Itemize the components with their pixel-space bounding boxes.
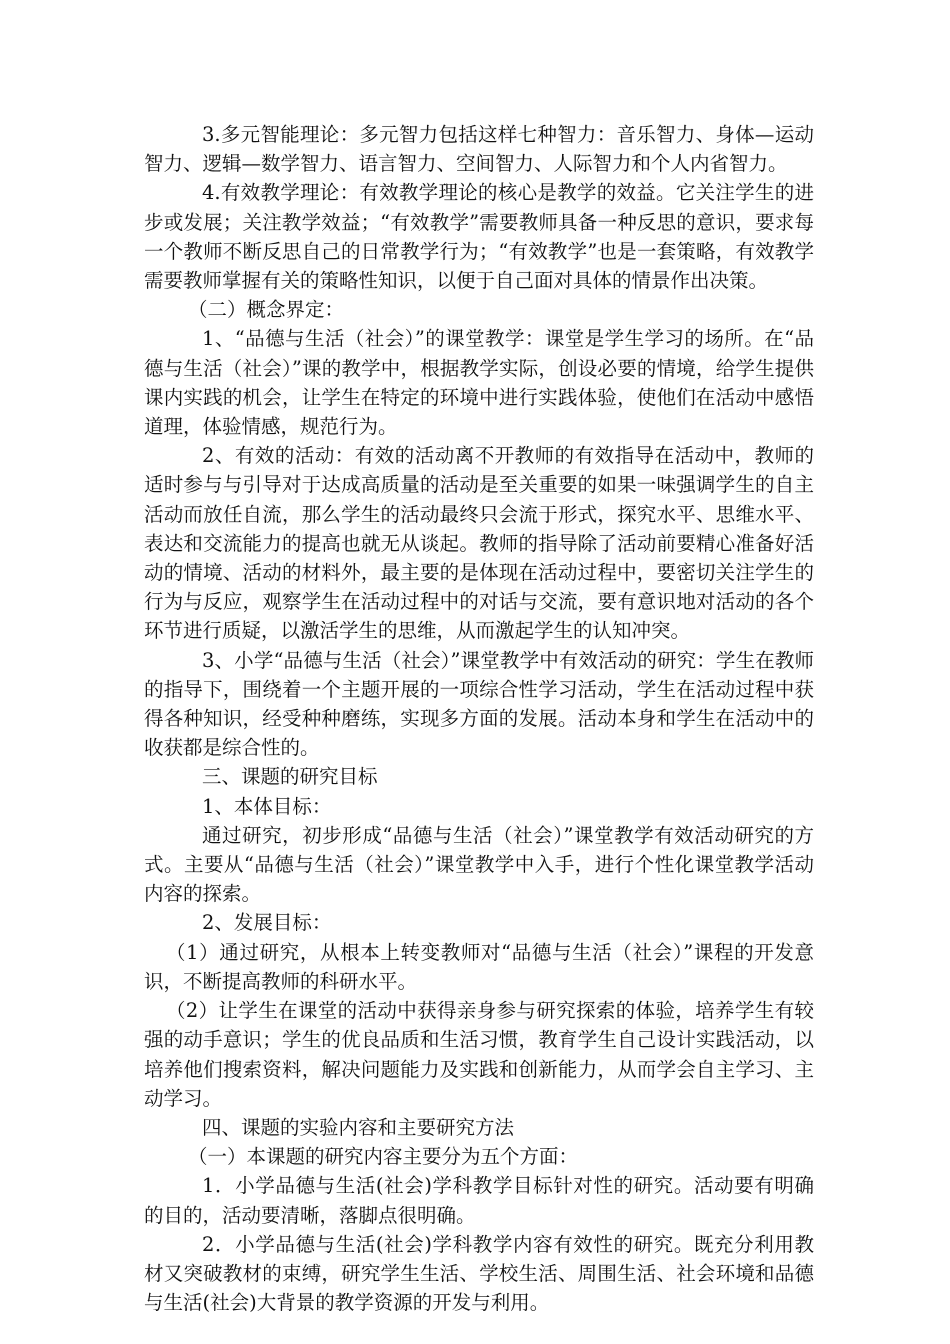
section-heading: 四、课题的实验内容和主要研究方法: [202, 1115, 515, 1139]
subsection-heading: （一）本课题的研究内容主要分为五个方面：: [188, 1145, 579, 1169]
paragraph: 3.多元智能理论：多元智力包括这样七种智力：音乐智力、身体—运动智力、逻辑—数学智力、语言智力、空间智力、人际智力和个人内省智力。: [144, 123, 814, 176]
document-body: [144, 120, 814, 1317]
list-item: （1）通过研究，从根本上转变教师对“品德与生活（社会）”课程的开发意识，不断提高教师的科研水平。: [144, 940, 814, 993]
section-heading: 三、课题的研究目标: [202, 765, 378, 789]
paragraph: 1、“品德与生活（社会）”的课堂教学：课堂是学生学习的场所。在“品德与生活（社会）”课的教学中，根据教学实际，创设必要的情境，给学生提供课内实践的机会，让学生在特定的环境中进行实践体验，使他们在活动中感悟道理，体验情感，规范行为。: [144, 327, 814, 439]
section-heading: （二）概念界定：: [188, 298, 345, 322]
list-item: （2）让学生在课堂的活动中获得亲身参与研究探索的体验，培养学生有较强的动手意识；学生的优良品质和生活习惯，教育学生自己设计实践活动，以培养他们搜索资料，解决问题能力及实践和创新能力，从而学会自主学习、主动学习。: [144, 999, 814, 1110]
subsection-heading: 1、本体目标：: [202, 794, 332, 818]
paragraph: 3、小学“品德与生活（社会）”课堂教学中有效活动的研究：学生在教师的指导下，围绕着一个主题开展的一项综合性学习活动，学生在活动过程中获得各种知识，经受种种磨练，实现多方面的发展。活动本身和学生在活动中的收获都是综合性的。: [144, 648, 814, 760]
paragraph: 2、有效的活动：有效的活动离不开教师的有效指导在活动中，教师的适时参与与引导对于达成高质量的活动是至关重要的如果一味强调学生的自主活动而放任自流，那么学生的活动最终只会流于形式，探究水平、思维水平、表达和交流能力的提高也就无从谈起。教师的指导除了活动前要精心准备好活动的情境、活动的材料外，最主要的是体现在活动过程中，要密切关注学生的行为与反应，观察学生在活动过程中的对话与交流，要有意识地对活动的各个环节进行质疑，以激活学生的思维，从而激起学生的认知冲突。: [144, 444, 814, 643]
list-item: 1．小学品德与生活(社会)学科教学目标针对性的研究。活动要有明确的目的，活动要清晰，落脚点很明确。: [144, 1174, 814, 1227]
subsection-heading: 2、发展目标：: [202, 911, 332, 935]
paragraph: 4.有效教学理论：有效教学理论的核心是教学的效益。它关注学生的进步或发展；关注教学效益；“有效教学”需要教师具备一种反思的意识，要求每一个教师不断反思自己的日常教学行为；“有效教学”也是一套策略，有效教学需要教师掌握有关的策略性知识，以便于自己面对具体的情景作出决策。: [144, 181, 814, 293]
paragraph: 通过研究，初步形成“品德与生活（社会）”课堂教学有效活动研究的方式。主要从“品德与生活（社会）”课堂教学中入手，进行个性化课堂教学活动内容的探索。: [144, 823, 814, 906]
list-item: 2．小学品德与生活(社会)学科教学内容有效性的研究。既充分利用教材又突破教材的束缚，研究学生生活、学校生活、周围生活、社会环境和品德与生活(社会)大背景的教学资源的开发与利用。: [144, 1232, 814, 1315]
